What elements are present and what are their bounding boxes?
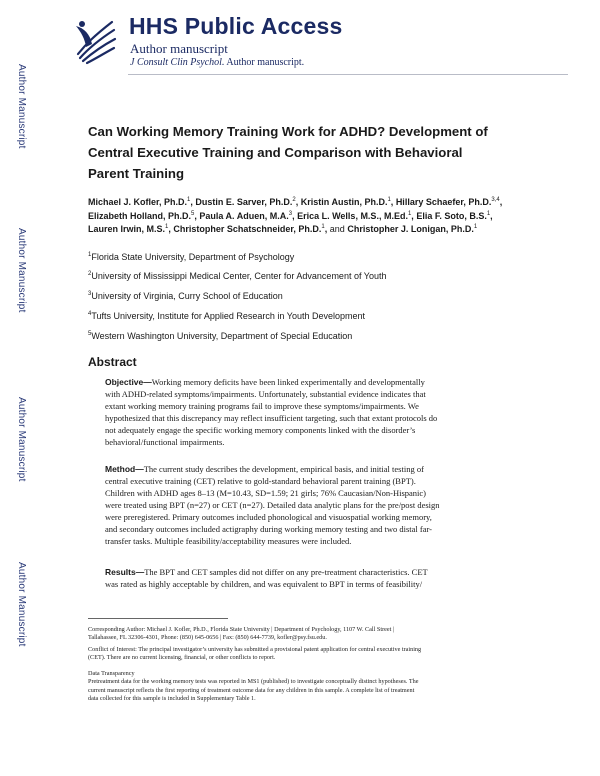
side-label-4: Author Manuscript — [16, 562, 27, 647]
affiliation-1 — [88, 251, 294, 263]
footnote-line: Tallahassee, FL 32306-4301, Phone: (850) 645-0656 | Fax: (850) 644-7739, kofler@psy.fsu.edu. — [88, 634, 327, 642]
footnote-line: data collected for this sample is included in Supplementary Table 1. — [88, 695, 256, 703]
author-affiliation-mark: 1 — [486, 210, 491, 217]
abstract-objective — [105, 376, 493, 448]
affiliation-number: 3 — [88, 291, 92, 297]
method-line: central executive training (CET) relative to gold-standard behavioral parent training (BPT). — [105, 476, 416, 486]
author-affiliation-mark: 1 — [321, 224, 325, 230]
method-line: were treated using BPT (n=27) or CET (n=27). Detailed data analytic plans for the pre/post design — [105, 500, 440, 510]
method-line: and secondary outcomes included actigraphy during working memory testing and two distal far- — [105, 524, 432, 534]
objective-label: Objective— — [105, 377, 152, 387]
results-line: The BPT and CET samples did not differ on any pre-treatment characteristics. CET — [144, 567, 428, 577]
affiliation-number: 5 — [88, 331, 92, 337]
affiliation-number: 1 — [88, 252, 92, 258]
author-affiliation-mark: 2 — [292, 197, 296, 203]
author-affiliation-mark: 3 — [288, 210, 293, 217]
objective-line: hypothesized that this discrepancy may reflect insufficient targeting, such that extant protocols do — [105, 413, 438, 423]
method-label: Method— — [105, 464, 144, 474]
affiliation-4 — [88, 310, 365, 322]
footnote-rule — [88, 618, 228, 619]
author-affiliation-mark: 1 — [187, 197, 191, 203]
abstract-heading: Abstract — [88, 355, 137, 369]
abstract-results — [105, 566, 493, 590]
author-name: Dustin E. Sarver, Ph.D. — [195, 197, 293, 207]
footnote-line: Corresponding Author: Michael J. Kofler, Ph.D., Florida State University | Department of Psychology, 1107 W. Call Street | — [88, 626, 395, 633]
title-line: Parent Training — [88, 166, 184, 181]
footnote-transparency — [88, 670, 528, 704]
author-name: Kristin Austin, Ph.D. — [300, 197, 388, 207]
affiliation-number: 4 — [88, 311, 92, 317]
objective-line: Working memory deficits have been linked experimentally and developmentally — [151, 377, 425, 387]
objective-line: extant working memory training programs fail to improve these symptoms/impairments. We — [105, 401, 419, 411]
hhs-eagle-logo-icon — [72, 14, 120, 66]
affiliation-text: Western Washington University, Department of Special Education — [91, 331, 353, 341]
footnote-heading: Data Transparency — [88, 670, 135, 677]
side-label-1: Author Manuscript — [16, 64, 27, 149]
method-line: were preregistered. Primary outcomes included phonological and visuospatial working memory, — [105, 512, 432, 522]
footnote-line: Pretreatment data for the working memory tests was reported in MS1 (published) to investigate conceptually distinct hypotheses. The — [88, 678, 419, 686]
author-name: Paula A. Aduen, M.A. — [199, 210, 289, 221]
author-affiliation-mark: 1 — [407, 210, 412, 217]
affiliation-3 — [88, 290, 283, 302]
author-affiliation-mark: 1 — [165, 224, 169, 230]
author-affiliation-mark: 5 — [191, 210, 195, 217]
hhs-public-access-title: HHS Public Access — [129, 13, 343, 39]
journal-suffix: Author manuscript. — [224, 57, 305, 68]
method-line: The current study describes the development, empirical basis, and initial testing of — [143, 464, 424, 474]
journal-name: J Consult Clin Psychol. — [130, 57, 225, 68]
affiliation-text: Tufts University, Institute for Applied Research in Youth Development — [91, 311, 365, 321]
footnote-line: (CET). There are no current licensing, financial, or other conflicts to report. — [88, 654, 276, 662]
title-line: Central Executive Training and Comparison with Behavioral — [88, 145, 463, 160]
author-affiliation-mark: 3,4 — [491, 197, 500, 203]
author-conjunction: and — [329, 224, 345, 234]
side-label-2: Author Manuscript — [16, 228, 27, 313]
footnote-corresponding — [88, 626, 528, 643]
affiliation-2 — [88, 270, 387, 282]
author-name: Christopher Schatschneider, Ph.D. — [173, 224, 322, 234]
affiliation-text: Florida State University, Department of Psychology — [91, 252, 295, 262]
title-line: Can Working Memory Training Work for ADHD? Development of — [88, 124, 488, 139]
abstract-method — [105, 463, 493, 547]
side-label-3: Author Manuscript — [16, 397, 27, 482]
author-name: Erica L. Wells, M.S., M.Ed. — [297, 210, 408, 221]
results-label: Results— — [105, 567, 145, 577]
paper-title — [88, 121, 518, 184]
author-name: Christopher J. Lonigan, Ph.D. — [347, 224, 474, 234]
affiliation-text: University of Virginia, Curry School of Education — [91, 291, 283, 301]
header-rule — [128, 74, 568, 75]
method-line: Children with ADHD ages 8–13 (M=10.43, SD=1.59; 21 girls; 76% Caucasian/Non-Hispanic) — [105, 488, 426, 498]
author-list: Michael J. Kofler, Ph.D.$^1$, Dustin E. Sarver, Ph.D.$^2$, Kristin Austin, Ph.D.$^1$, Hillary Schaefer, Ph.D.$^{3,4}$, Elizabeth Holland, Ph.D.$^5$, Paula A. Aduen, M.A.$^3$, Erica L. Wells, M.S., M.Ed.$^1$, Elia F. Soto, B.S.$^1$, Lauren Irwin, M.S.$^1$, Christopher Schatschneider, Ph.D.$^1$, and Christopher J. Lonigan, Ph.D.$^1$ — [88, 197, 503, 234]
author-affiliation-mark: 1 — [473, 224, 478, 230]
footnote-line: current manuscript reflects the first reporting of treatment outcome data for any children in this sample. A complete list of treatment — [88, 686, 415, 694]
method-line: transfer tasks. Multiple feasibility/acceptability measures were included. — [105, 536, 352, 546]
affiliation-text: University of Mississippi Medical Center, Center for Advancement of Youth — [91, 271, 387, 281]
author-name: Lauren Irwin, M.S. — [88, 224, 166, 234]
author-name: Michael J. Kofler, Ph.D. — [88, 197, 188, 207]
author-name: Elizabeth Holland, Ph.D. — [88, 210, 192, 221]
author-affiliation-mark: 1 — [387, 197, 391, 203]
footnote-conflict — [88, 646, 528, 663]
affiliation-5 — [88, 330, 352, 342]
objective-line: with ADHD-related symptoms/impairments. Unfortunately, substantial evidence indicates that — [105, 389, 426, 399]
footnote-line: Conflict of Interest: The principal investigator’s university has submitted a provisional patent application for central executive training — [88, 646, 422, 653]
results-line: was rated as highly acceptable by children, and was equivalent to BPT in terms of feasibility/ — [105, 579, 423, 589]
author-manuscript-label: Author manuscript — [130, 41, 228, 56]
affiliation-number: 2 — [88, 271, 92, 277]
objective-line: not adequately engage the specific working memory components linked with the disorder’s — [105, 425, 416, 435]
journal-line — [130, 57, 304, 68]
author-name: Hillary Schaefer, Ph.D. — [395, 197, 492, 207]
author-name: Elia F. Soto, B.S. — [416, 210, 487, 221]
objective-line: behavioral/functional impairments. — [105, 437, 225, 447]
